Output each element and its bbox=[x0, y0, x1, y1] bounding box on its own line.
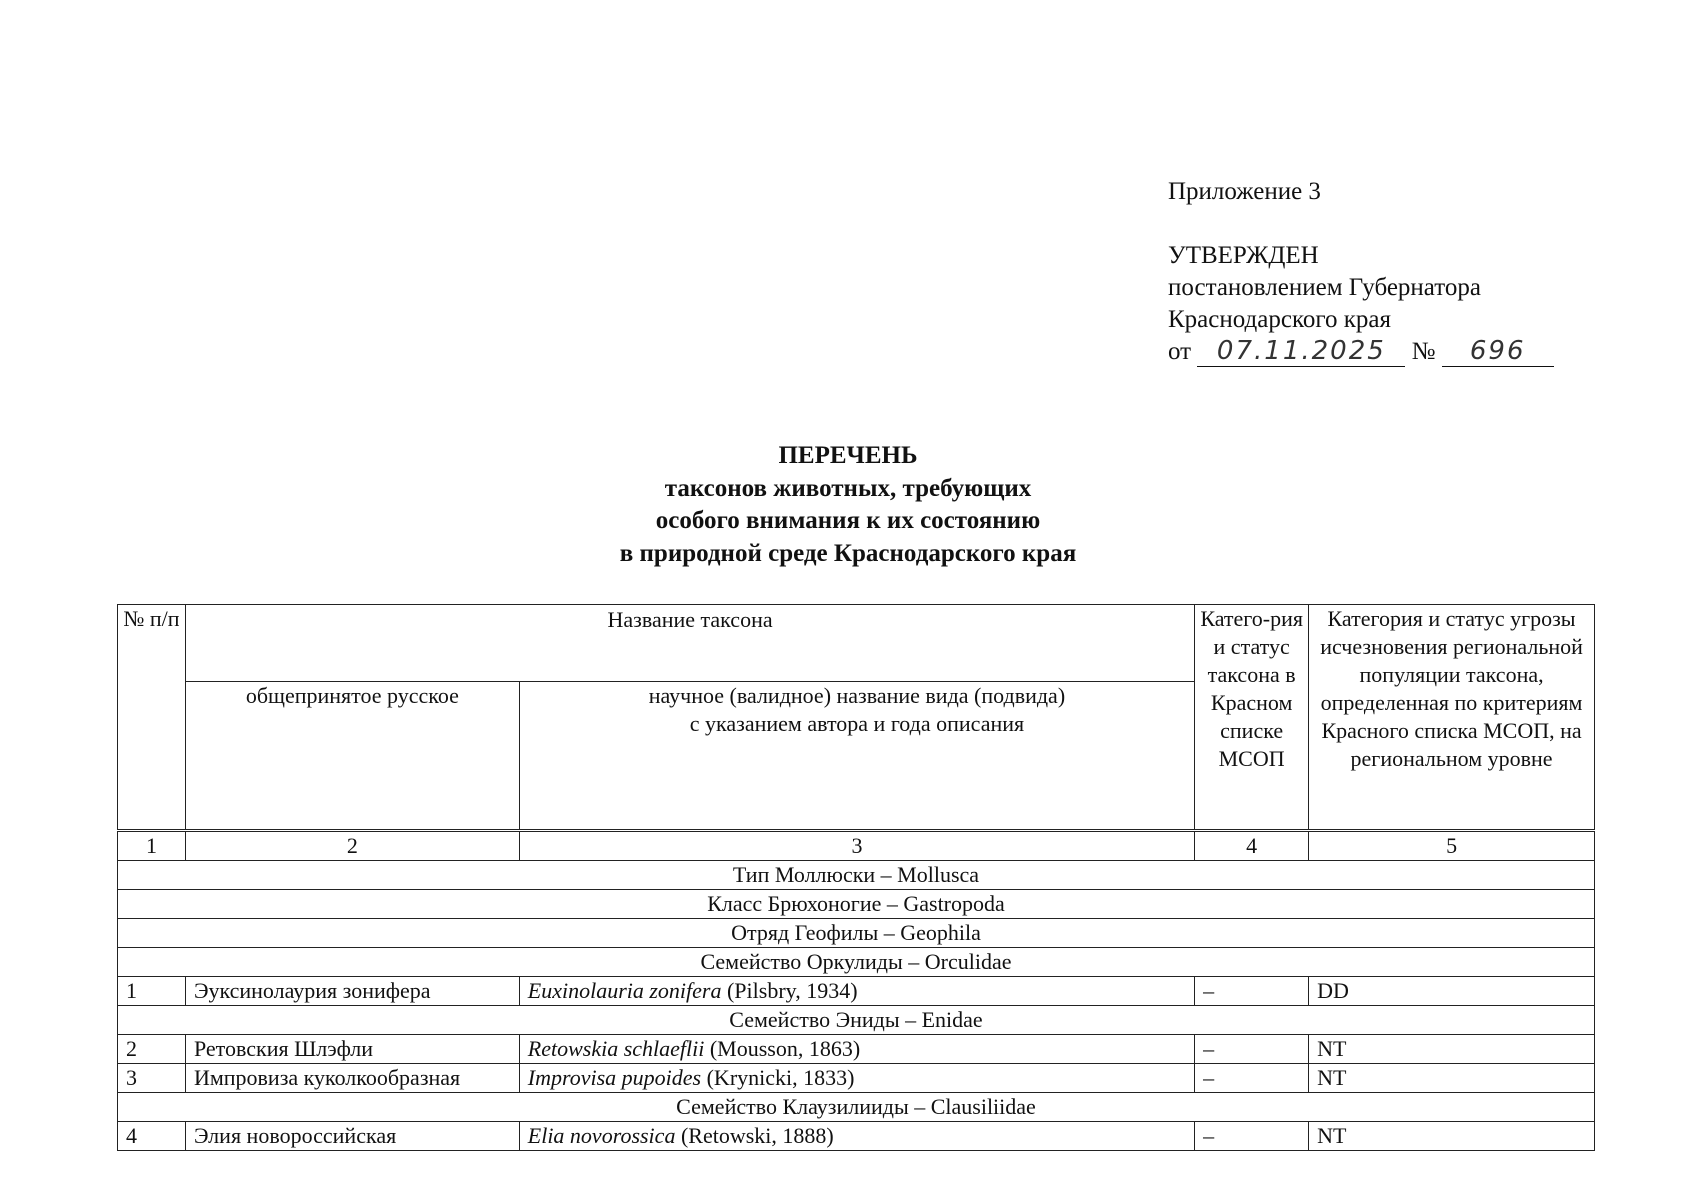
date-prefix: от bbox=[1168, 338, 1192, 365]
table-row bbox=[118, 977, 1595, 1006]
date-value: 07.11.2025 bbox=[1216, 336, 1386, 366]
approval-line-2: Краснодарского края bbox=[1168, 306, 1391, 333]
document-title bbox=[0, 440, 1696, 570]
approved-label: УТВЕРЖДЕН bbox=[1168, 242, 1319, 269]
number-value: 696 bbox=[1469, 336, 1526, 366]
approval-line-1: постановлением Губернатора bbox=[1168, 274, 1481, 301]
table-row bbox=[118, 1064, 1595, 1093]
row-number: 2 bbox=[118, 1035, 186, 1064]
scientific-name bbox=[519, 1122, 1194, 1151]
title-line-3: особого внимания к их состоянию bbox=[655, 507, 1041, 534]
russian-name: Элия новороссийская bbox=[185, 1122, 519, 1151]
approval-date-line bbox=[1168, 336, 1588, 368]
section-row bbox=[118, 1093, 1595, 1122]
col-number: 5 bbox=[1309, 831, 1595, 861]
number-field bbox=[1442, 337, 1554, 367]
header-russian: общепринятое русское bbox=[185, 682, 519, 831]
table-row bbox=[118, 1122, 1595, 1151]
row-number: 4 bbox=[118, 1122, 186, 1151]
col-number: 1 bbox=[118, 831, 186, 861]
section-family-enidae: Семейство Эниды – Enidae bbox=[118, 1006, 1595, 1035]
section-phylum: Тип Моллюски – Mollusca bbox=[118, 861, 1595, 890]
header-row-1 bbox=[118, 605, 1595, 682]
section-class: Класс Брюхоногие – Gastropoda bbox=[118, 890, 1595, 919]
header-regional: Категория и статус угрозы исчезновения региональной популяции таксона, определенная по критериям Красного списка МСОП, на региональном уровне bbox=[1309, 605, 1595, 831]
russian-name: Эуксинолаурия зонифера bbox=[185, 977, 519, 1006]
scientific-name bbox=[519, 977, 1194, 1006]
header-scientific bbox=[519, 682, 1194, 831]
author-year: (Krynicki, 1833) bbox=[706, 1065, 855, 1090]
section-family-clausiliidae: Семейство Клаузилииды – Clausiliidae bbox=[118, 1093, 1595, 1122]
author-year: (Mousson, 1863) bbox=[709, 1036, 861, 1061]
section-row bbox=[118, 919, 1595, 948]
header-iucn: Катего-рия и статус таксона в Красном списке МСОП bbox=[1195, 605, 1309, 831]
iucn-status: – bbox=[1195, 1122, 1309, 1151]
russian-name: Импровиза куколкообразная bbox=[185, 1064, 519, 1093]
iucn-status: – bbox=[1195, 977, 1309, 1006]
scientific-name bbox=[519, 1064, 1194, 1093]
section-family-orculidae: Семейство Оркулиды – Orculidae bbox=[118, 948, 1595, 977]
latin-name: Retowskia schlaeflii bbox=[527, 1036, 705, 1061]
latin-name: Improvisa pupoides bbox=[527, 1065, 702, 1090]
header-taxon-name: Название таксона bbox=[185, 605, 1194, 682]
header-scientific-line-2: с указанием автора и года описания bbox=[689, 711, 1025, 737]
iucn-status: – bbox=[1195, 1064, 1309, 1093]
section-row bbox=[118, 861, 1595, 890]
col-number: 2 bbox=[185, 831, 519, 861]
section-order: Отряд Геофилы – Geophila bbox=[118, 919, 1595, 948]
regional-status: NT bbox=[1309, 1122, 1595, 1151]
section-row bbox=[118, 1006, 1595, 1035]
title-line-4: в природной среде Краснодарского края bbox=[619, 539, 1077, 567]
regional-status: NT bbox=[1309, 1035, 1595, 1064]
scientific-name bbox=[519, 1035, 1194, 1064]
russian-name: Ретовския Шлэфли bbox=[185, 1035, 519, 1064]
regional-status: NT bbox=[1309, 1064, 1595, 1093]
col-number: 4 bbox=[1195, 831, 1309, 861]
date-field bbox=[1197, 337, 1405, 367]
table-row bbox=[118, 1035, 1595, 1064]
latin-name: Euxinolauria zonifera bbox=[527, 978, 722, 1003]
appendix-label: Приложение 3 bbox=[1168, 178, 1321, 205]
title-line-2: таксонов животных, требующих bbox=[664, 474, 1032, 502]
taxa-table bbox=[117, 604, 1595, 1151]
latin-name: Elia novorossica bbox=[527, 1123, 676, 1148]
row-number: 3 bbox=[118, 1064, 186, 1093]
title-line-1: ПЕРЕЧЕНЬ bbox=[778, 442, 918, 469]
iucn-status: – bbox=[1195, 1035, 1309, 1064]
number-prefix: № bbox=[1411, 338, 1436, 365]
column-numbers-row bbox=[118, 831, 1595, 861]
section-row bbox=[118, 948, 1595, 977]
approval-block bbox=[1168, 176, 1588, 368]
row-number: 1 bbox=[118, 977, 186, 1006]
author-year: (Retowski, 1888) bbox=[680, 1123, 834, 1148]
author-year: (Pilsbry, 1934) bbox=[726, 978, 858, 1003]
header-num: № п/п bbox=[118, 605, 186, 831]
section-row bbox=[118, 890, 1595, 919]
regional-status: DD bbox=[1309, 977, 1595, 1006]
col-number: 3 bbox=[519, 831, 1194, 861]
header-scientific-line-1: научное (валидное) название вида (подвида) bbox=[648, 683, 1066, 709]
